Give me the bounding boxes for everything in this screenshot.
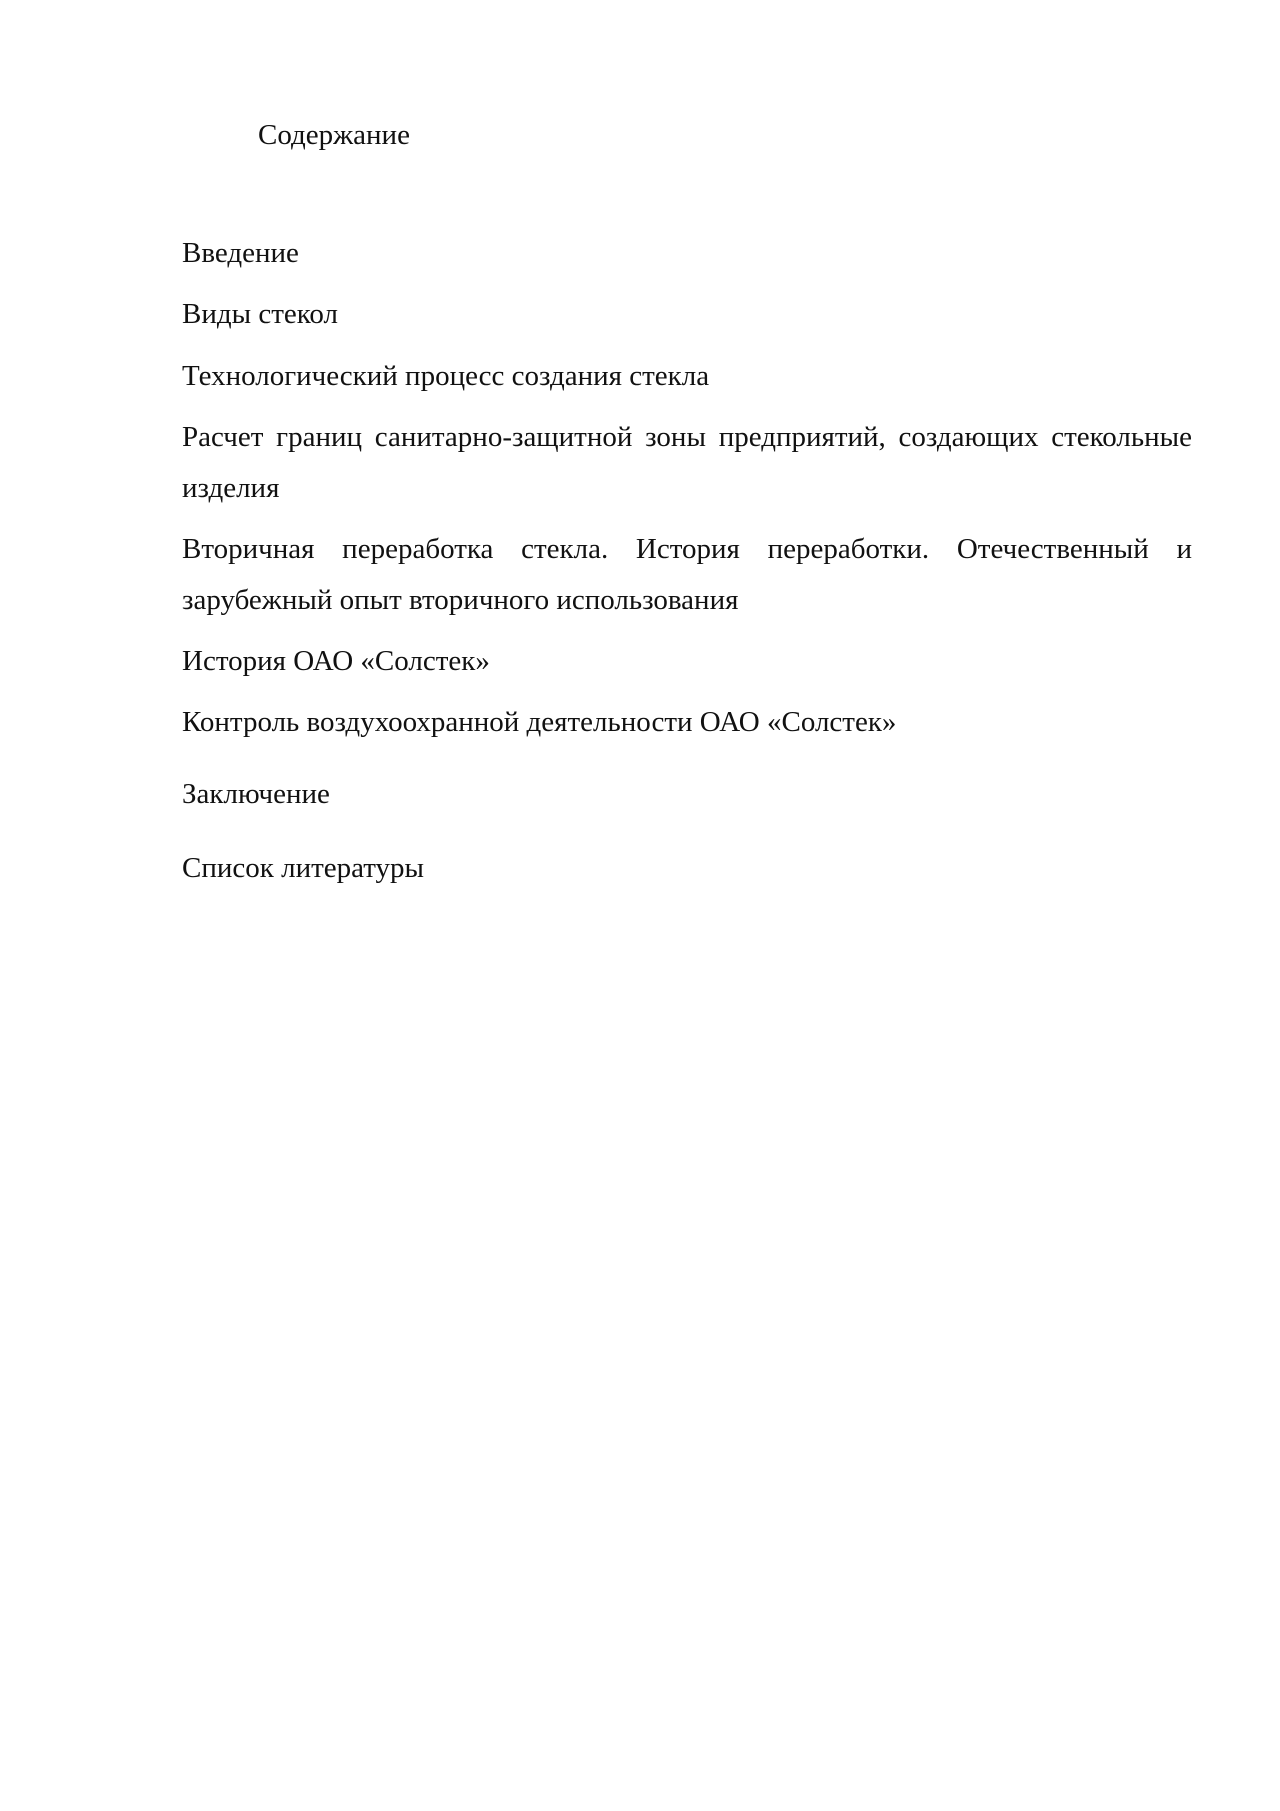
toc-entry-references: Список литературы	[182, 852, 425, 884]
toc-entry-conclusion: Заключение	[182, 778, 330, 810]
toc-entry-introduction: Введение	[182, 237, 299, 269]
toc-entry-glass-types: Виды стекол	[182, 298, 338, 330]
toc-entry-sanitary-zone-calculation: Расчет границ санитарно-защитной зоны предприятий, создающих стекольные изделия	[182, 421, 1192, 504]
toc-entry-air-protection-control: Контроль воздухоохранной деятельности ОАО «Солстек»	[182, 706, 897, 738]
table-of-contents-title: Содержание	[258, 119, 410, 151]
toc-entry-glass-recycling: Вторичная переработка стекла. История переработки. Отечественный и зарубежный опыт вторичного использования	[182, 533, 1192, 616]
toc-entry-company-history: История ОАО «Солстек»	[182, 645, 490, 677]
toc-entry-glass-production-process: Технологический процесс создания стекла	[182, 360, 710, 392]
